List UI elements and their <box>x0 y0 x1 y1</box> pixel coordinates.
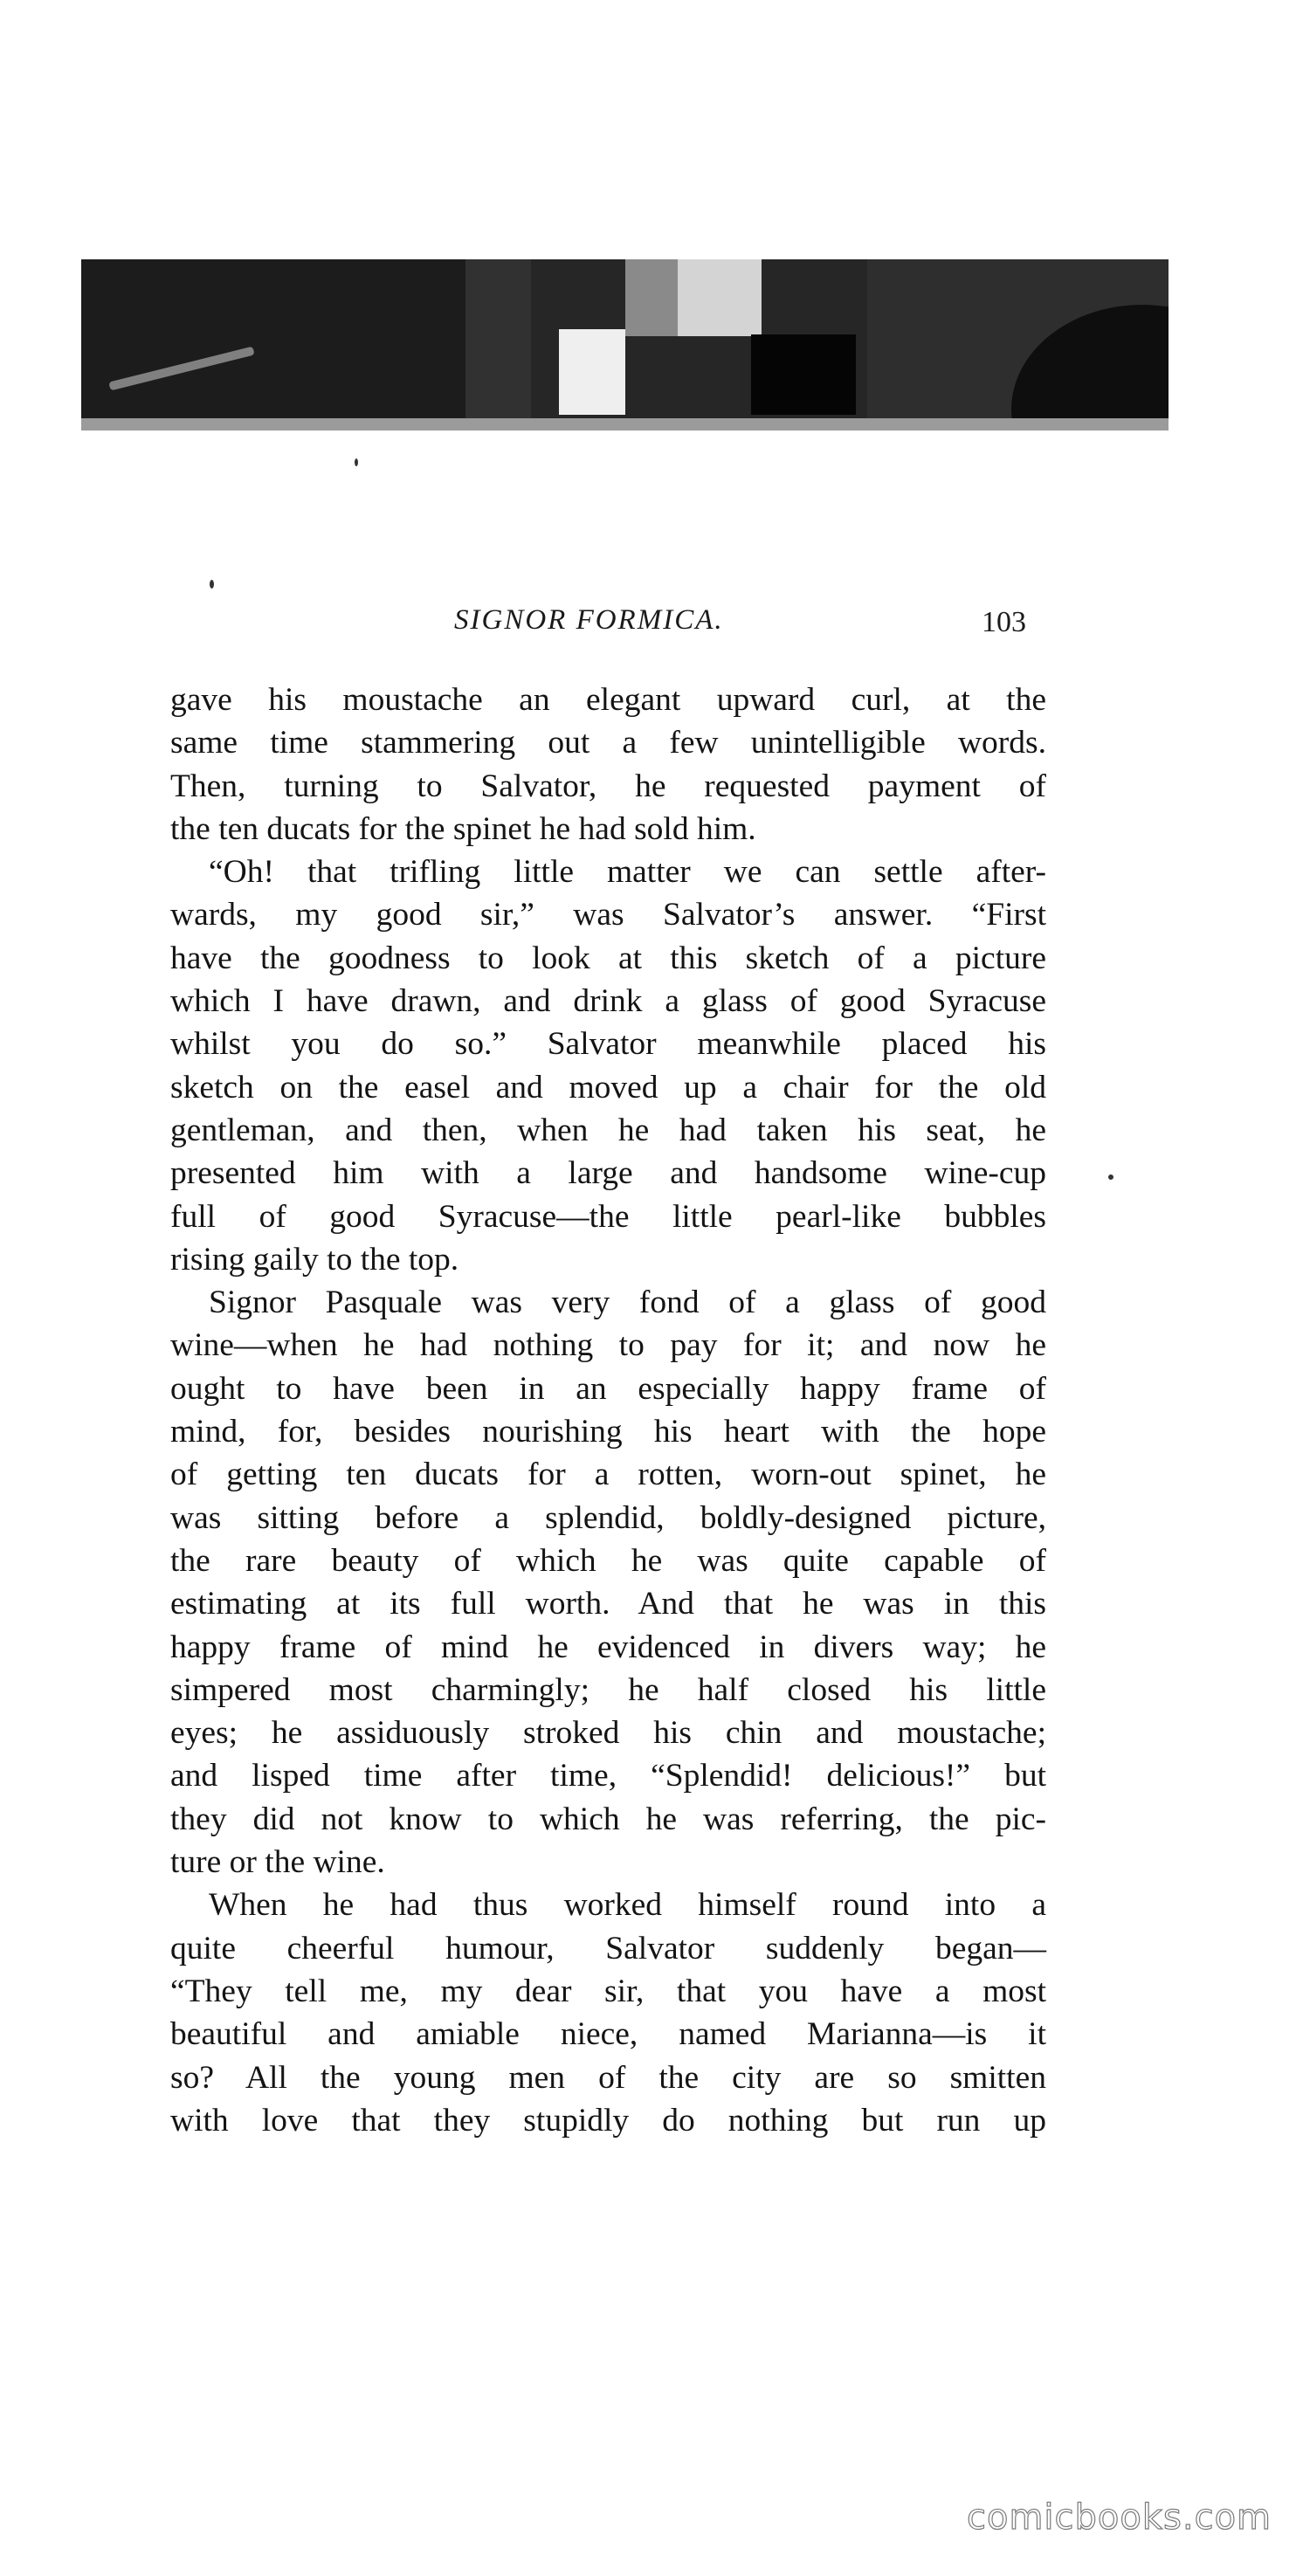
text-line: mind, for, besides nourishing his heart with the hope <box>170 1414 1046 1450</box>
text-line: beautiful and amiable niece, named Marianna—is it <box>170 2016 1046 2053</box>
text-line: same time stammering out a few unintelligible words. <box>170 725 1046 761</box>
text-line: gentleman, and then, when he had taken his seat, he <box>170 1112 1046 1148</box>
text-line: presented him with a large and handsome wine-cup <box>170 1155 1046 1192</box>
scan-panel-left <box>81 259 465 430</box>
scan-block-white <box>559 329 625 415</box>
scan-bottom-strip <box>81 418 1169 430</box>
text-line: was sitting before a splendid, boldly-designed picture, <box>170 1499 1046 1536</box>
text-line: sketch on the easel and moved up a chair for the old <box>170 1069 1046 1105</box>
text-line: the rare beauty of which he was quite capable of <box>170 1542 1046 1579</box>
text-line: eyes; he assiduously stroked his chin and moustache; <box>170 1715 1046 1752</box>
text-line: “Oh! that trifling little matter we can settle after- <box>209 854 1046 891</box>
text-line: rising gaily to the top. <box>170 1241 459 1278</box>
text-line: happy frame of mind he evidenced in divers way; he <box>170 1629 1046 1665</box>
scan-panel-mid <box>465 259 531 430</box>
text-line: with love that they stupidly do nothing but run up <box>170 2102 1046 2139</box>
text-line: wine—when he had nothing to pay for it; and now he <box>170 1327 1046 1364</box>
running-head: SIGNOR FORMICA. <box>454 604 724 636</box>
text-line: so? All the young men of the city are so smitten <box>170 2059 1046 2096</box>
text-line: gave his moustache an elegant upward curl, at the <box>170 682 1046 718</box>
text-line: full of good Syracuse—the little pearl-like bubbles <box>170 1198 1046 1235</box>
text-line: they did not know to which he was referring, the pic- <box>170 1801 1046 1837</box>
text-line: and lisped time after time, “Splendid! delicious!” but <box>170 1758 1046 1794</box>
text-line: whilst you do so.” Salvator meanwhile placed his <box>170 1026 1046 1063</box>
text-line: Signor Pasquale was very fond of a glass of good <box>209 1285 1046 1321</box>
text-line: When he had thus worked himself round into a <box>209 1887 1046 1924</box>
scan-speck <box>355 458 358 466</box>
body-text <box>170 678 1046 2142</box>
scan-block-light <box>678 259 762 336</box>
text-line: estimating at its full worth. And that he was in this <box>170 1586 1046 1622</box>
text-line: ought to have been in an especially happy frame of <box>170 1370 1046 1407</box>
scan-speck <box>210 580 214 589</box>
text-line: the ten ducats for the spinet he had sold him. <box>170 810 756 847</box>
page-number: 103 <box>982 606 1026 638</box>
text-line: wards, my good sir,” was Salvator’s answer. “First <box>170 897 1046 933</box>
text-line: “They tell me, my dear sir, that you have a most <box>170 1973 1046 2009</box>
scan-block-grey <box>625 259 678 336</box>
watermark: comicbooks.com <box>967 2497 1272 2538</box>
scan-block-black <box>751 334 856 415</box>
text-line: ture or the wine. <box>170 1844 385 1881</box>
text-line: Then, turning to Salvator, he requested payment of <box>170 768 1046 804</box>
scan-speck <box>1108 1174 1113 1180</box>
text-line: of getting ten ducats for a rotten, worn-out spinet, he <box>170 1457 1046 1493</box>
text-line: simpered most charmingly; he half closed his little <box>170 1671 1046 1708</box>
text-line: quite cheerful humour, Salvator suddenly began— <box>170 1930 1046 1966</box>
scanned-image-band <box>81 259 1169 430</box>
text-line: which I have drawn, and drink a glass of good Syracuse <box>170 983 1046 1020</box>
text-line: have the goodness to look at this sketch of a picture <box>170 940 1046 976</box>
